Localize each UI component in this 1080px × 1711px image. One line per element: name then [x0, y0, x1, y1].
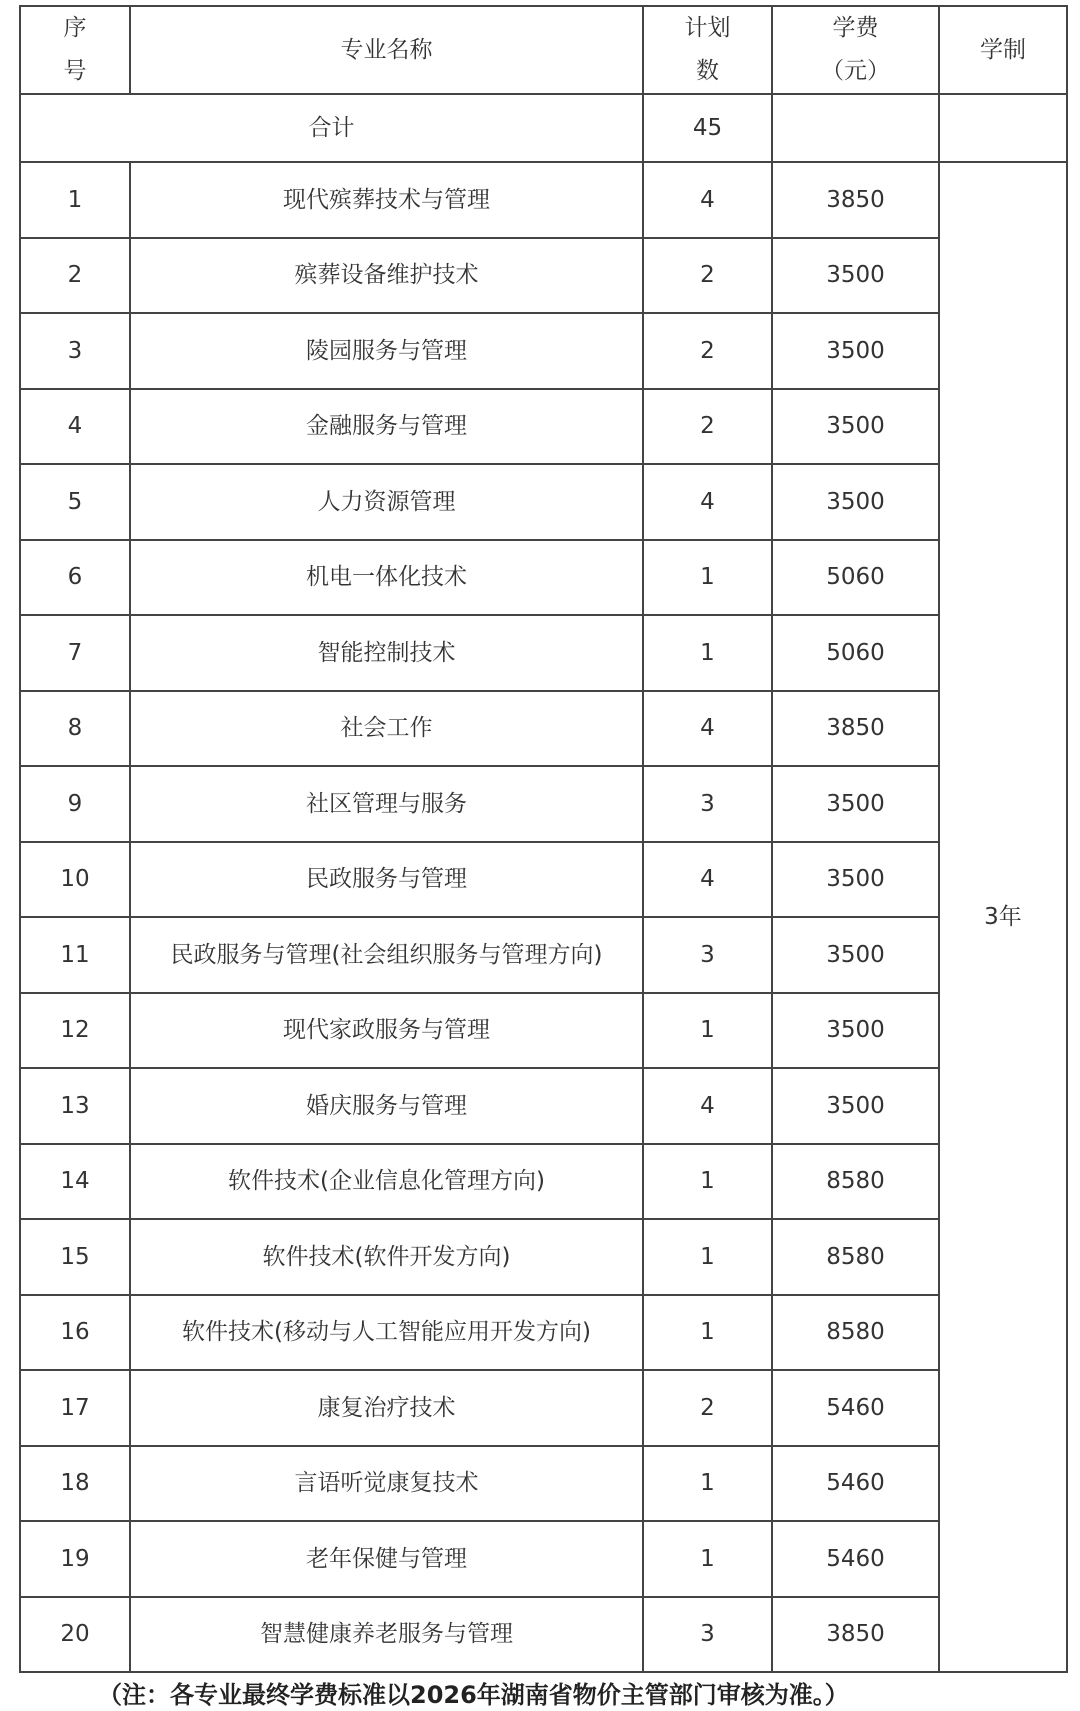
row-fee: 3850 [772, 1597, 939, 1673]
table-row [20, 1144, 1067, 1220]
row-seq: 11 [20, 917, 130, 993]
row-seq: 5 [20, 464, 130, 540]
row-plan: 2 [643, 313, 772, 389]
row-major-name: 婚庆服务与管理 [130, 1068, 643, 1144]
table-row [20, 1295, 1067, 1371]
row-seq: 3 [20, 313, 130, 389]
row-fee: 3500 [772, 464, 939, 540]
row-fee: 3500 [772, 389, 939, 465]
row-fee: 3500 [772, 1068, 939, 1144]
table-row [20, 1370, 1067, 1446]
row-major-name: 殡葬设备维护技术 [130, 238, 643, 314]
total-duration [939, 94, 1067, 162]
header-duration: 学制 [939, 6, 1067, 94]
row-plan: 1 [643, 615, 772, 691]
row-seq: 18 [20, 1446, 130, 1522]
table-row [20, 238, 1067, 314]
row-fee: 5460 [772, 1521, 939, 1597]
table-row [20, 1219, 1067, 1295]
row-plan: 1 [643, 993, 772, 1069]
row-fee: 3500 [772, 766, 939, 842]
row-plan: 4 [643, 691, 772, 767]
duration-cell: 3年 [939, 162, 1067, 1672]
row-fee: 3500 [772, 842, 939, 918]
row-major-name: 机电一体化技术 [130, 540, 643, 616]
enrollment-plan-table [19, 5, 1068, 1673]
total-fee [772, 94, 939, 162]
row-fee: 3850 [772, 162, 939, 238]
table-header-row [20, 6, 1067, 94]
row-plan: 4 [643, 842, 772, 918]
total-label: 合计 [20, 94, 643, 162]
row-major-name: 民政服务与管理 [130, 842, 643, 918]
row-plan: 2 [643, 238, 772, 314]
table-row [20, 917, 1067, 993]
row-fee: 5060 [772, 540, 939, 616]
header-plan-line2: 数 [696, 58, 719, 84]
header-seq-line2: 号 [63, 58, 87, 84]
header-major-name: 专业名称 [130, 6, 643, 94]
row-plan: 1 [643, 1295, 772, 1371]
row-major-name: 社区管理与服务 [130, 766, 643, 842]
row-fee: 3500 [772, 993, 939, 1069]
row-seq: 6 [20, 540, 130, 616]
row-major-name: 软件技术(企业信息化管理方向) [130, 1144, 643, 1220]
row-seq: 2 [20, 238, 130, 314]
row-seq: 14 [20, 1144, 130, 1220]
row-major-name: 社会工作 [130, 691, 643, 767]
footnote: （注：各专业最终学费标准以2026年湖南省物价主管部门审核为准。） [98, 1681, 849, 1709]
row-fee: 8580 [772, 1144, 939, 1220]
row-seq: 7 [20, 615, 130, 691]
row-plan: 4 [643, 162, 772, 238]
table-row [20, 691, 1067, 767]
row-plan: 3 [643, 766, 772, 842]
row-plan: 1 [643, 1446, 772, 1522]
table-row [20, 162, 1067, 238]
row-seq: 12 [20, 993, 130, 1069]
row-fee: 3500 [772, 917, 939, 993]
row-fee: 5460 [772, 1446, 939, 1522]
row-plan: 4 [643, 1068, 772, 1144]
header-fee-line1: 学费 [832, 15, 879, 41]
table-row [20, 389, 1067, 465]
row-plan: 2 [643, 1370, 772, 1446]
table-row [20, 1446, 1067, 1522]
row-plan: 1 [643, 1219, 772, 1295]
row-seq: 17 [20, 1370, 130, 1446]
header-seq-line1: 序 [63, 15, 87, 41]
row-major-name: 智能控制技术 [130, 615, 643, 691]
row-plan: 3 [643, 1597, 772, 1673]
row-fee: 8580 [772, 1219, 939, 1295]
row-seq: 20 [20, 1597, 130, 1673]
row-fee: 3850 [772, 691, 939, 767]
row-plan: 1 [643, 540, 772, 616]
row-plan: 4 [643, 464, 772, 540]
row-major-name: 金融服务与管理 [130, 389, 643, 465]
row-fee: 5060 [772, 615, 939, 691]
row-seq: 9 [20, 766, 130, 842]
header-fee-line2: （元） [821, 58, 890, 84]
table-row [20, 842, 1067, 918]
row-major-name: 现代殡葬技术与管理 [130, 162, 643, 238]
row-seq: 8 [20, 691, 130, 767]
row-major-name: 民政服务与管理(社会组织服务与管理方向) [130, 917, 643, 993]
total-row [20, 94, 1067, 162]
row-fee: 8580 [772, 1295, 939, 1371]
table-row [20, 540, 1067, 616]
row-seq: 10 [20, 842, 130, 918]
row-seq: 15 [20, 1219, 130, 1295]
row-seq: 4 [20, 389, 130, 465]
row-plan: 2 [643, 389, 772, 465]
row-major-name: 软件技术(软件开发方向) [130, 1219, 643, 1295]
table-row [20, 1521, 1067, 1597]
row-plan: 3 [643, 917, 772, 993]
row-major-name: 智慧健康养老服务与管理 [130, 1597, 643, 1673]
row-plan: 1 [643, 1144, 772, 1220]
row-seq: 1 [20, 162, 130, 238]
row-plan: 1 [643, 1521, 772, 1597]
row-fee: 5460 [772, 1370, 939, 1446]
table-row [20, 615, 1067, 691]
table-row [20, 1597, 1067, 1673]
header-plan-line1: 计划 [684, 15, 731, 41]
row-major-name: 软件技术(移动与人工智能应用开发方向) [130, 1295, 643, 1371]
total-plan: 45 [643, 94, 772, 162]
header-seq [20, 6, 130, 94]
row-seq: 19 [20, 1521, 130, 1597]
row-major-name: 人力资源管理 [130, 464, 643, 540]
table-row [20, 1068, 1067, 1144]
table-row [20, 993, 1067, 1069]
table-row [20, 464, 1067, 540]
row-major-name: 陵园服务与管理 [130, 313, 643, 389]
row-fee: 3500 [772, 313, 939, 389]
table-row [20, 313, 1067, 389]
row-major-name: 康复治疗技术 [130, 1370, 643, 1446]
table-row [20, 766, 1067, 842]
row-seq: 13 [20, 1068, 130, 1144]
row-fee: 3500 [772, 238, 939, 314]
row-major-name: 言语听觉康复技术 [130, 1446, 643, 1522]
row-seq: 16 [20, 1295, 130, 1371]
header-plan [643, 6, 772, 94]
row-major-name: 现代家政服务与管理 [130, 993, 643, 1069]
header-fee [772, 6, 939, 94]
row-major-name: 老年保健与管理 [130, 1521, 643, 1597]
